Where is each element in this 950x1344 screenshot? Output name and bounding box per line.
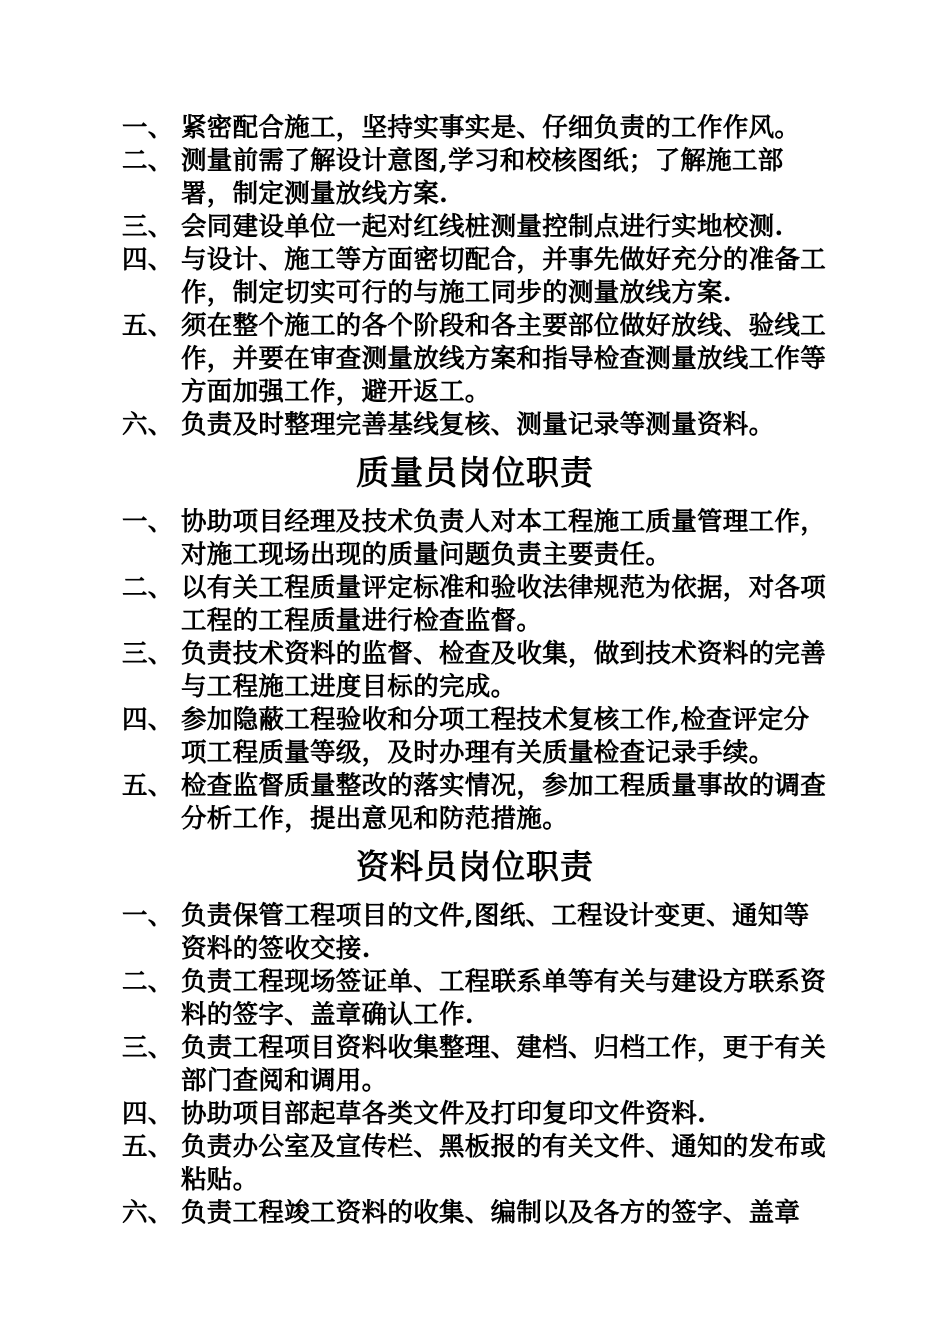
item-number: 二、: [122, 573, 174, 603]
item-text: 负责工程竣工资料的收集、编制以及各方的签字、盖章: [181, 1198, 801, 1228]
list-item: [0, 1098, 950, 1131]
list-item: [0, 1197, 950, 1230]
item-number: 二、: [122, 967, 174, 997]
item-number: 五、: [122, 1132, 174, 1162]
list-item: [0, 1032, 950, 1098]
list-item: [0, 966, 950, 1032]
item-text: 紧密配合施工，坚持实事实是、仔细负责的工作作风。: [181, 113, 801, 143]
document-page: [0, 112, 950, 1230]
item-number: 五、: [122, 311, 174, 341]
item-text: 负责办公室及宣传栏、黑板报的有关文件、通知的发布或粘贴。: [181, 1132, 827, 1195]
item-number: 一、: [122, 901, 174, 931]
item-text: 负责工程现场签证单、工程联系单等有关与建设方联系资料的签字、盖章确认工作.: [181, 967, 827, 1030]
list-item: [0, 244, 950, 310]
item-text: 负责及时整理完善基线复核、测量记录等测量资料。: [181, 410, 775, 440]
item-text: 须在整个施工的各个阶段和各主要部位做好放线、验线工作，并要在审查测量放线方案和指导检查测量放线工作等方面加强工作，避开返工。: [181, 311, 827, 407]
item-text: 会同建设单位一起对红线桩测量控制点进行实地校测.: [181, 212, 784, 242]
list-item: [0, 704, 950, 770]
item-text: 协助项目部起草各类文件及打印复印文件资料.: [181, 1099, 707, 1129]
item-text: 检查监督质量整改的落实情况，参加工程质量事故的调查分析工作，提出意见和防范措施。: [181, 771, 827, 834]
list-item: [0, 211, 950, 244]
section-title-quality: 质量员岗位职责: [356, 453, 594, 492]
list-item: [0, 112, 950, 145]
item-number: 二、: [122, 146, 174, 176]
records-duty-list: [0, 900, 950, 1230]
list-item: [0, 310, 950, 409]
item-text: 参加隐蔽工程验收和分项工程技术复核工作,检查评定分项工程质量等级，及时办理有关质量检查记录手续。: [181, 705, 810, 768]
item-text: 与设计、施工等方面密切配合，并事先做好充分的准备工作，制定切实可行的与施工同步的测量放线方案.: [181, 245, 827, 308]
item-number: 三、: [122, 212, 174, 242]
list-item: [0, 409, 950, 442]
item-number: 五、: [122, 771, 174, 801]
list-item: [0, 770, 950, 836]
item-number: 三、: [122, 639, 174, 669]
quality-duty-list: [0, 506, 950, 836]
item-number: 四、: [122, 1099, 174, 1129]
item-number: 三、: [122, 1033, 174, 1063]
list-item: [0, 572, 950, 638]
item-text: 负责技术资料的监督、检查及收集，做到技术资料的完善与工程施工进度目标的完成。: [181, 639, 827, 702]
list-item: [0, 1131, 950, 1197]
item-text: 测量前需了解设计意图,学习和校核图纸；了解施工部署，制定测量放线方案.: [181, 146, 784, 209]
item-number: 六、: [122, 1198, 174, 1228]
item-text: 负责保管工程项目的文件,图纸、工程设计变更、通知等资料的签收交接.: [181, 901, 810, 964]
item-number: 一、: [122, 113, 174, 143]
item-text: 协助项目经理及技术负责人对本工程施工质量管理工作，对施工现场出现的质量问题负责主要责任。: [181, 507, 827, 570]
section-title-records: 资料员岗位职责: [356, 847, 594, 886]
item-number: 六、: [122, 410, 174, 440]
list-item: [0, 506, 950, 572]
item-number: 一、: [122, 507, 174, 537]
list-item: [0, 900, 950, 966]
list-item: [0, 145, 950, 211]
item-number: 四、: [122, 705, 174, 735]
surveyor-duty-list: [0, 112, 950, 442]
item-text: 以有关工程质量评定标准和验收法律规范为依据，对各项工程的工程质量进行检查监督。: [181, 573, 827, 636]
item-text: 负责工程项目资料收集整理、建档、归档工作，更于有关部门查阅和调用。: [181, 1033, 827, 1096]
list-item: [0, 638, 950, 704]
item-number: 四、: [122, 245, 174, 275]
